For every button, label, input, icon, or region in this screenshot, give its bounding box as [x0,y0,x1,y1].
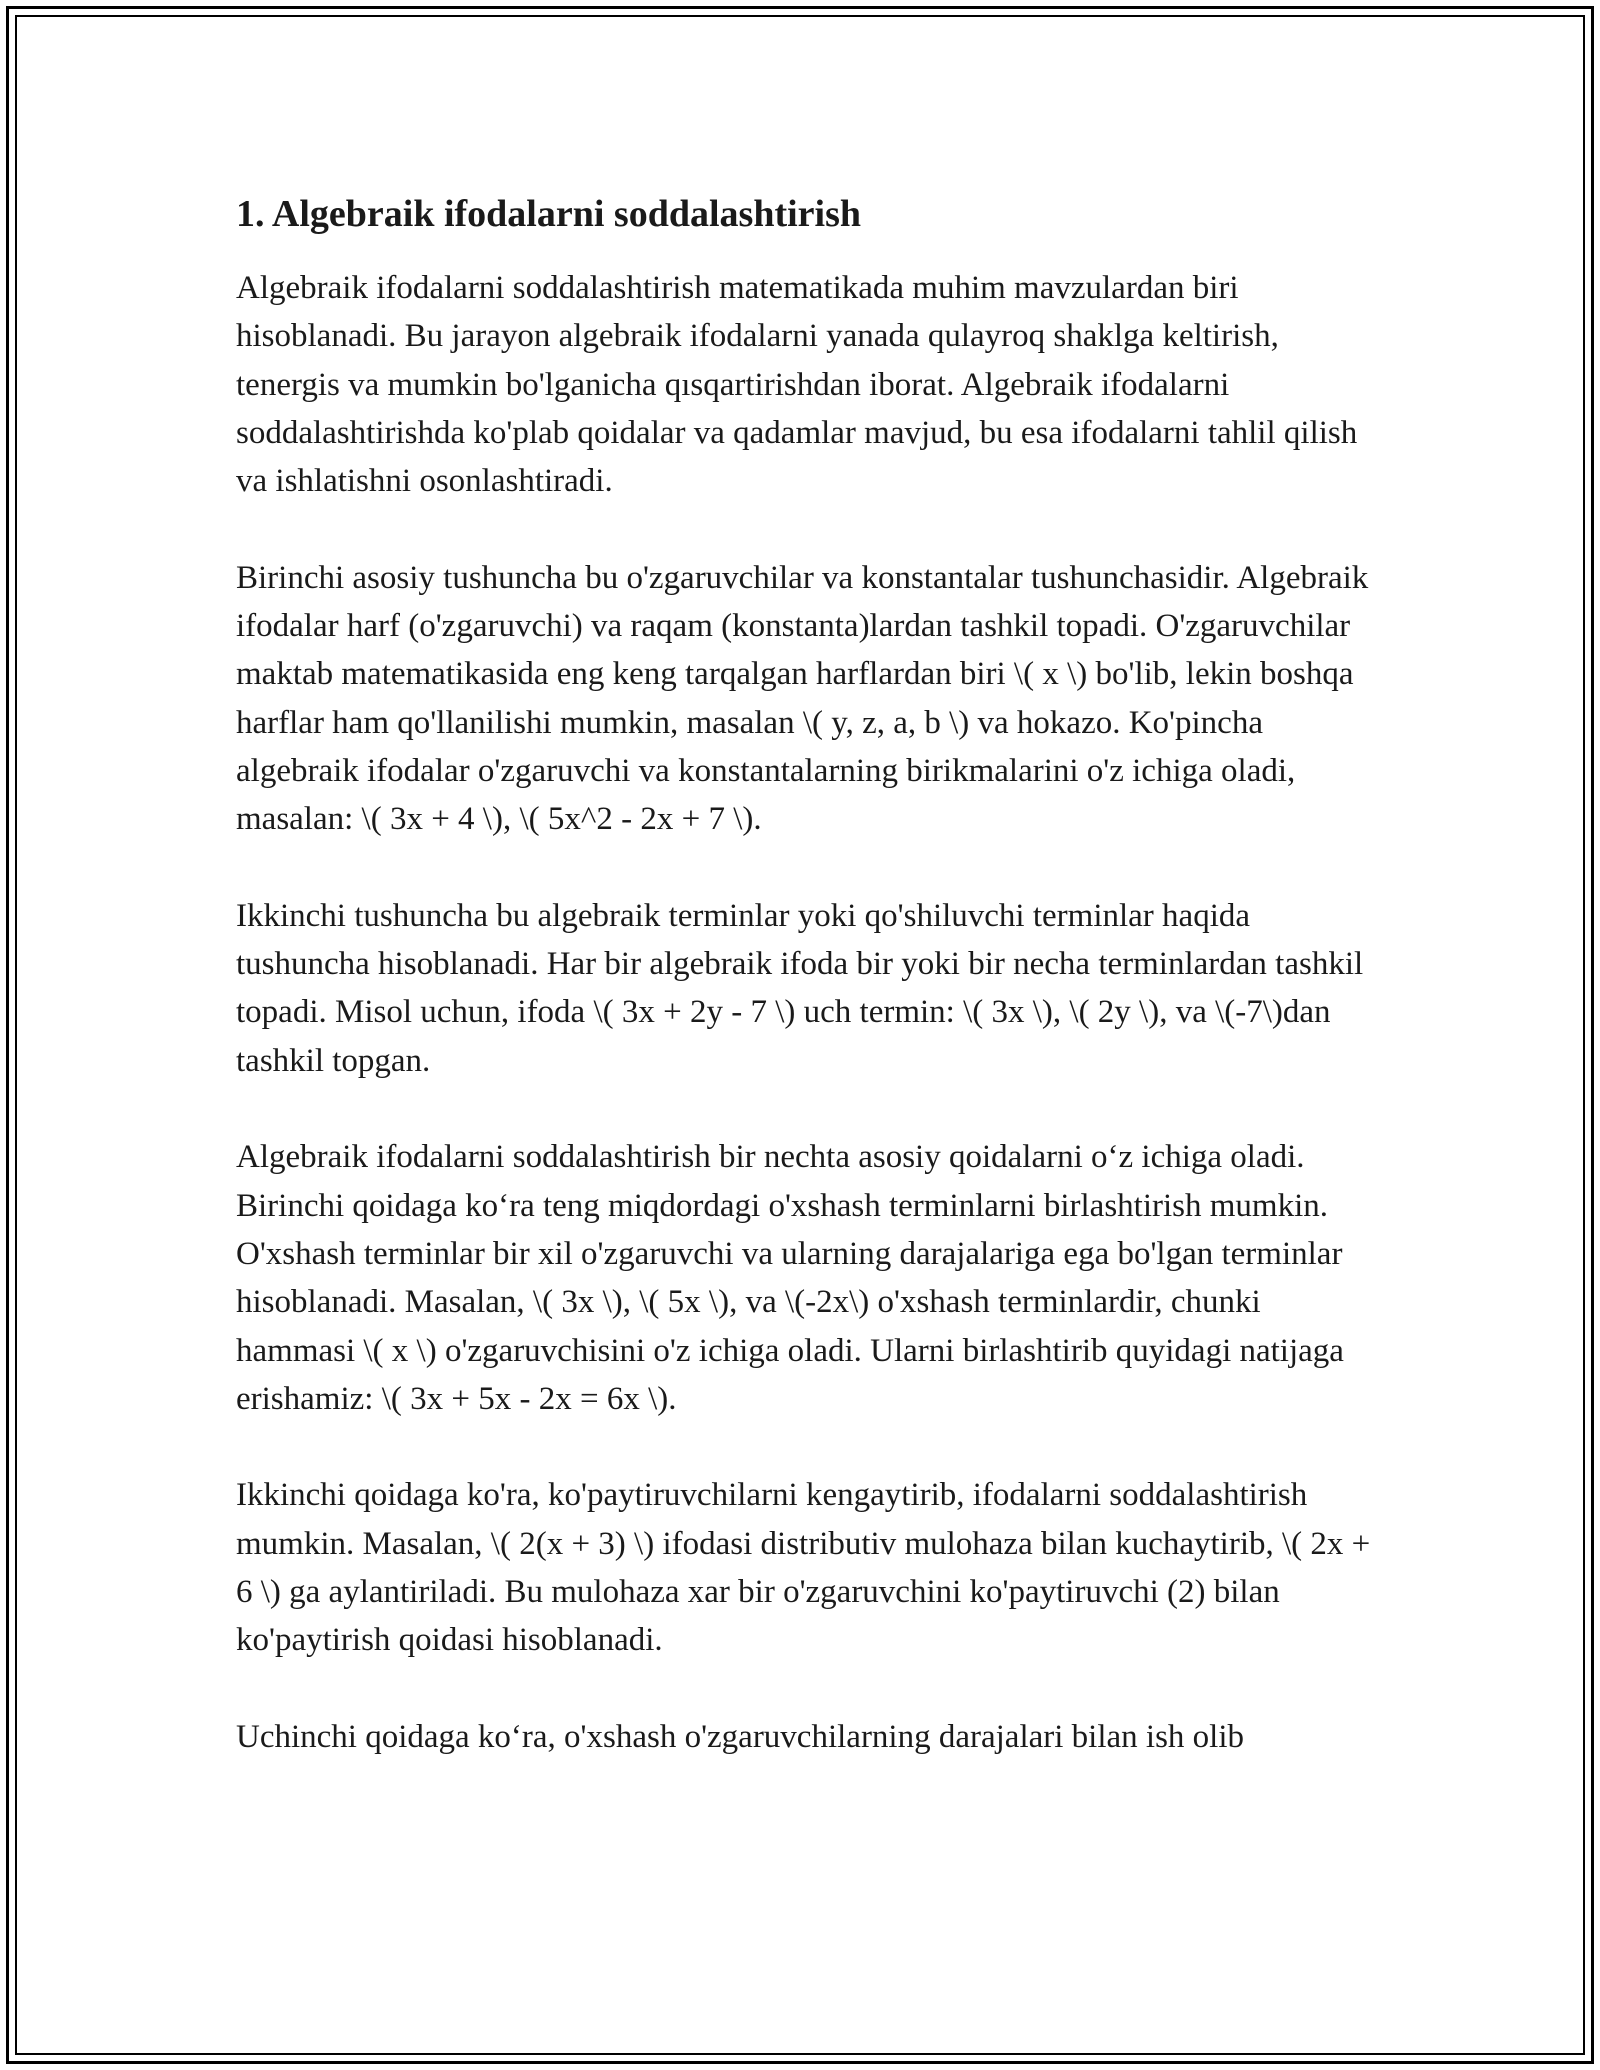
paragraph-6: Uchinchi qoidaga ko‘ra, o'xshash o'zgaruvchilarning darajalari bilan ish olib [236,1718,1244,1755]
paragraph-2: Birinchi asosiy tushuncha bu o'zgaruvchilar va konstantalar tushunchasidir. Algebraik ifodalar harf (o'zgaruvchi) va raqam (konstanta)lardan tashkil topadi. O'zgaruvchilar maktab matematikasida eng keng tarqalgan harflardan biri \( x \) bo'lib, lekin boshqa harflar ham qo'llanilishi mumkin, masalan \( y, z, a, b \) va hokazo. Ko'pincha algebraik ifodalar o'zgaruvchi va konstantalarning birikmalarini o'z ichiga oladi, masalan: \( 3x + 4 \), \( 5x^2 - 2x + 7 \). [236,559,1369,838]
paragraph-1: Algebraik ifodalarni soddalashtirish matematikada muhim mavzulardan biri hisoblanadi. Bu jarayon algebraik ifodalarni yanada qulayroq shaklga keltirish, tenergis va mumkin bo'lganicha qısqartirishdan iborat. Algebraik ifodalarni soddalashtirishda ko'plab qoidalar va qadamlar mavjud, bu esa ifodalarni tahlil qilish va ishlatishni osonlashtiradi. [236,270,1358,500]
document-body [236,186,1384,1810]
paragraph-5: Ikkinchi qoidaga ko'ra, ko'paytiruvchilarni kengaytirib, ifodalarni soddalashtirish mumkin. Masalan, \( 2(x + 3) \) ifodasi distributiv mulohaza bilan kuchaytirib, \( 2x + 6 \) ga aylantiriladi. Bu mulohaza xar bir o'zgaruvchini ko'paytiruvchi (2) bilan ko'paytirish qoidasi hisoblanadi. [236,1477,1371,1659]
page-title: 1. Algebraik ifodalarni soddalashtirish [236,193,862,235]
paragraph-3: Ikkinchi tushuncha bu algebraik terminlar yoki qo'shiluvchi terminlar haqida tushuncha hisoblanadi. Har bir algebraik ifoda bir yoki bir necha terminlardan tashkil topadi. Misol uchun, ifoda \( 3x + 2y - 7 \) uch termin: \( 3x \), \( 2y \), va \(-7\)dan tashkil topgan. [236,897,1364,1079]
paragraph-4: Algebraik ifodalarni soddalashtirish bir nechta asosiy qoidalarni o‘z ichiga oladi. Birinchi qoidaga ko‘ra teng miqdordagi o'xshash terminlarni birlashtirish mumkin. O'xshash terminlar bir xil o'zgaruvchi va ularning darajalariga ega bo'lgan terminlar hisoblanadi. Masalan, \( 3x \), \( 5x \), va \(-2x\) o'xshash terminlardir, chunki hammasi \( x \) o'zgaruvchisini o'z ichiga oladi. Ularni birlashtirib quyidagi natijaga erishamiz: \( 3x + 5x - 2x = 6x \). [236,1139,1344,1417]
